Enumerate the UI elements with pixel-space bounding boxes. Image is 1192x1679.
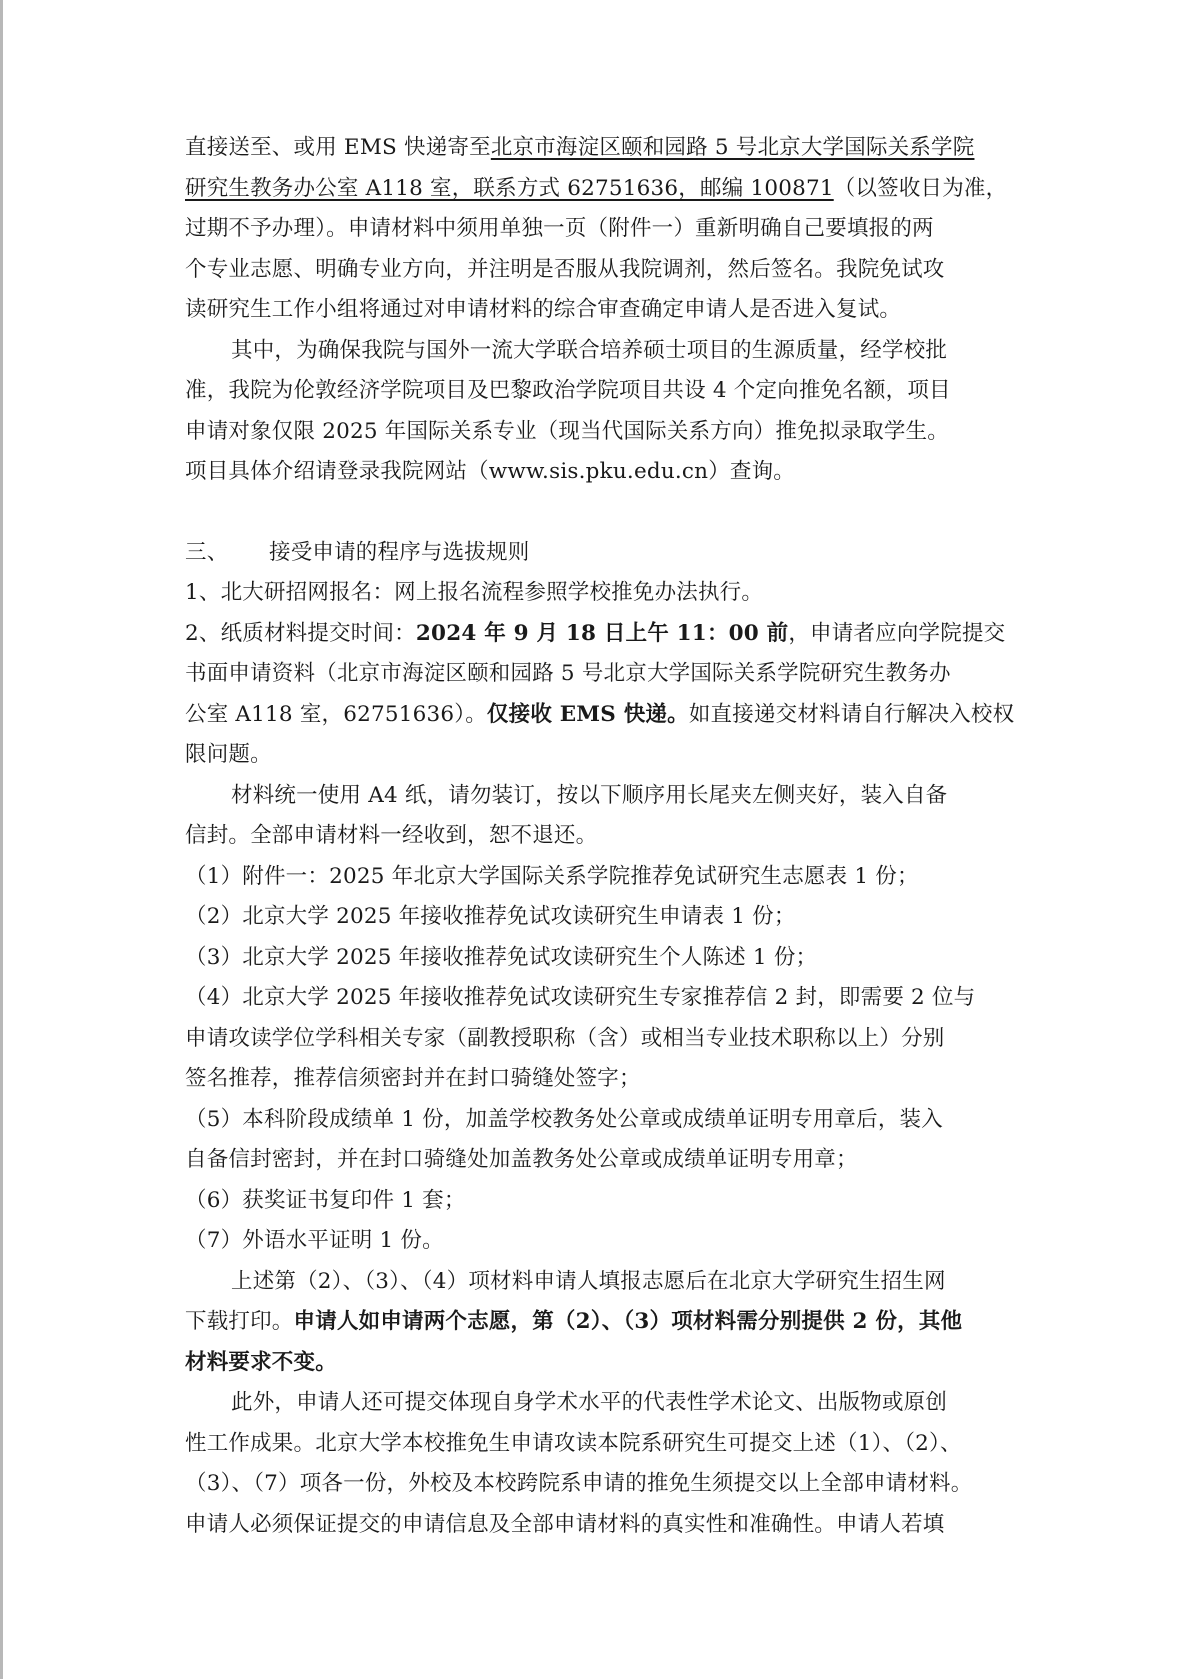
section-gap [185, 493, 1011, 533]
para3-line1: 材料统一使用 A4 纸，请勿装订，按以下顺序用长尾夹左侧夹好，装入自备 [231, 782, 948, 808]
para2-line3: 申请对象仅限 2025 年国际关系专业（现当代国际关系方向）推免拟录取学生。 [185, 418, 949, 444]
para5-line3: （3）、（7）项各一份，外校及本校跨院系申请的推免生须提交以上全部申请材料。 [185, 1471, 973, 1496]
para4-line1: 上述第（2）、（3）、（4）项材料申请人填报志愿后在北京大学研究生招生网 [231, 1268, 946, 1294]
list-item-2: （2）北京大学 2025 年接收推荐免试攻读研究生申请表 1 份； [185, 904, 796, 929]
list-item-3: （3）北京大学 2025 年接收推荐免试攻读研究生个人陈述 1 份； [185, 944, 818, 970]
item2-line1 [185, 614, 1011, 655]
item2-line4: 限问题。 [185, 742, 272, 767]
two-choices-bold: 申请人如申请两个志愿，第（2）、（3）项材料需分别提供 2 份，其他 [293, 1309, 963, 1334]
item2-line3 [185, 695, 1015, 736]
para2-line4: 项目具体介绍请登录我院网站（www.sis.pku.edu.cn）查询。 [185, 459, 795, 484]
deadline-bold: 2024 年 9 月 18 日上午 11：00 前 [415, 620, 789, 646]
item2-line2: 书面申请资料（北京市海淀区颐和园路 5 号北京大学国际关系学院研究生教务办 [185, 661, 951, 686]
para1-text: 直接送至、或用 EMS 快递寄至 [185, 135, 491, 160]
para2-line1: 其中，为确保我院与国外一流大学联合培养硕士项目的生源质量，经学校批 [231, 337, 948, 363]
para3-line2: 信封。全部申请材料一经收到，恕不退还。 [185, 823, 598, 848]
list-item-5-line2: 自备信封密封，并在封口骑缝处加盖教务处公章或成绩单证明专用章； [185, 1147, 858, 1172]
para1-line1 [185, 128, 1011, 169]
list-item-7: （7）外语水平证明 1 份。 [185, 1228, 444, 1253]
para1-line5: 读研究生工作小组将通过对申请材料的综合审查确定申请人是否进入复试。 [185, 297, 902, 322]
contact-underlined: 研究生教务办公室 A118 室，联系方式 62751636，邮编 100871 [185, 175, 834, 201]
para1-text: （以签收日为准， [833, 175, 1008, 201]
list-item-6: （6）获奖证书复印件 1 套； [185, 1187, 466, 1213]
para1-line2 [185, 169, 1011, 210]
page-edge-shadow [0, 0, 3, 1679]
item2-text: ，申请者应向学院提交 [788, 620, 1006, 646]
section3-number: 三、 [185, 539, 229, 565]
para1-line4: 个专业志愿、明确专业方向，并注明是否服从我院调剂，然后签名。我院免试攻 [185, 256, 945, 282]
item2-text: 2、纸质材料提交时间： [185, 620, 416, 646]
list-item-5-line1: （5）本科阶段成绩单 1 份，加盖学校教务处公章或成绩单证明专用章后，装入 [185, 1106, 943, 1132]
para2-line2: 准，我院为伦敦经济学院项目及巴黎政治学院项目共设 4 个定向推免名额，项目 [185, 378, 951, 403]
list-item-1: （1）附件一：2025 年北京大学国际关系学院推荐免试研究生志愿表 1 份； [185, 863, 919, 889]
para4-text: 下载打印。 [185, 1309, 294, 1334]
item1: 1、北大研招网报名：网上报名流程参照学校推免办法执行。 [185, 580, 764, 605]
ems-only-bold: 仅接收 EMS 快递。 [486, 701, 689, 727]
section3-title: 接受申请的程序与选拔规则 [269, 539, 530, 565]
para4-line2 [185, 1302, 1011, 1343]
para5-line2: 性工作成果。北京大学本校推免生申请攻读本院系研究生可提交上述（1）、（2）、 [185, 1430, 962, 1456]
section3-heading [185, 533, 1011, 574]
para5-line4: 申请人必须保证提交的申请信息及全部申请材料的真实性和准确性。申请人若填 [185, 1511, 945, 1537]
item2-text: 如直接递交材料请自行解决入校权 [688, 701, 1015, 727]
document-page [185, 128, 1015, 1545]
para5-line1: 此外，申请人还可提交体现自身学术水平的代表性学术论文、出版物或原创 [231, 1390, 948, 1415]
para4-line3: 材料要求不变。 [185, 1349, 337, 1375]
item2-text: 公室 A118 室，62751636）。 [185, 701, 487, 727]
address-underlined: 北京市海淀区颐和园路 5 号北京大学国际关系学院 [490, 135, 975, 160]
list-item-4-line1: （4）北京大学 2025 年接收推荐免试攻读研究生专家推荐信 2 封，即需要 2 位与 [185, 985, 976, 1010]
para1-line3: 过期不予办理）。申请材料中须用单独一页（附件一）重新明确自己要填报的两 [185, 216, 934, 241]
list-item-4-line3: 签名推荐，推荐信须密封并在封口骑缝处签字； [185, 1066, 641, 1091]
list-item-4-line2: 申请攻读学位学科相关专家（副教授职称（含）或相当专业技术职称以上）分别 [185, 1025, 945, 1051]
